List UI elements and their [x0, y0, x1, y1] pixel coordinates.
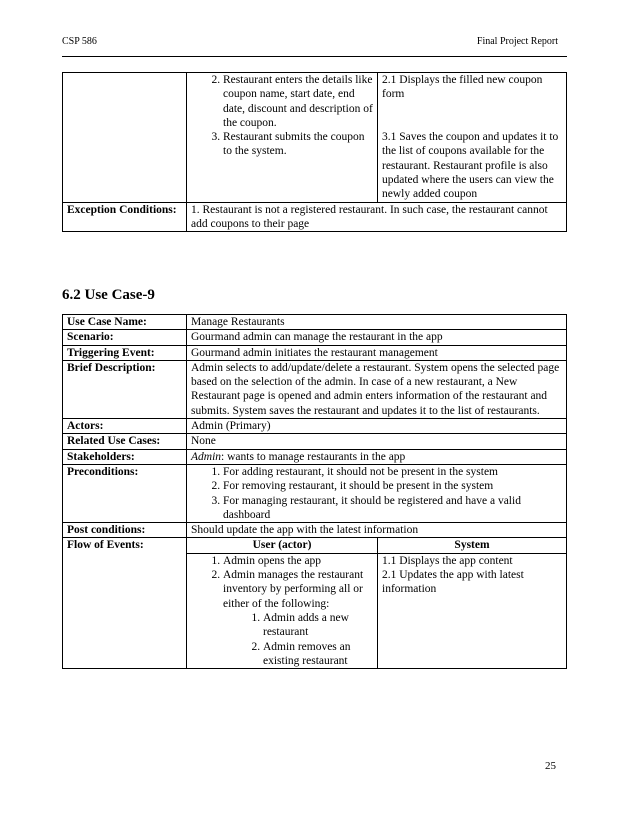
row-label: Actors: — [63, 419, 187, 434]
row-value — [187, 449, 567, 464]
row-label: Use Case Name: — [63, 315, 187, 330]
header-title: Final Project Report — [476, 36, 558, 47]
actor-steps-cell — [187, 73, 378, 203]
table-row — [63, 360, 567, 418]
table-row — [63, 523, 567, 538]
flow-header-row — [63, 538, 567, 553]
system-step: 1.1 Displays the app content — [382, 554, 513, 567]
actor-steps-list — [191, 554, 373, 668]
list-item: 3. For managing restaurant, it should be registered and have a valid dashboard — [223, 494, 562, 523]
table-row — [63, 464, 567, 522]
list-item: 3. Restaurant submits the coupon to the system. — [223, 130, 373, 159]
table-row — [63, 419, 567, 434]
page-number: 25 — [545, 760, 556, 772]
actor-steps-cell — [187, 553, 378, 668]
header-divider — [62, 56, 567, 57]
row-label: Flow of Events: — [63, 538, 187, 669]
row-label: Preconditions: — [63, 464, 187, 522]
row-label: Related Use Cases: — [63, 434, 187, 449]
list-item: 2. For removing restaurant, it should be present in the system — [223, 479, 562, 493]
use-case-table — [62, 314, 567, 669]
system-column-header: System — [378, 538, 567, 553]
table-row — [63, 434, 567, 449]
system-step: 2.1 Updates the app with latest information — [382, 569, 524, 596]
actor-steps-list — [191, 73, 373, 159]
list-item: 1. Admin adds a new restaurant — [263, 611, 373, 640]
system-step: 3.1 Saves the coupon and updates it to the list of coupons available for the restaurant. Restaurant profile is also updated where the users can view the newly added coupon — [382, 131, 559, 201]
system-step: 2.1 Displays the filled new coupon form — [382, 74, 543, 101]
stakeholder-role: Admin — [191, 450, 222, 463]
row-value: Manage Restaurants — [187, 315, 567, 330]
flow-row — [63, 73, 567, 203]
system-steps-cell — [378, 553, 567, 668]
row-label: Scenario: — [63, 330, 187, 345]
section-title: 6.2 Use Case-9 — [62, 287, 155, 303]
list-item: 2. Restaurant enters the details like coupon name, start date, end date, discount and description of the coupon. — [223, 73, 373, 130]
row-value: None — [187, 434, 567, 449]
row-label: Brief Description: — [63, 360, 187, 418]
row-label: Post conditions: — [63, 523, 187, 538]
table-row — [63, 345, 567, 360]
exception-row — [63, 202, 567, 232]
list-item: 1. Admin opens the app — [223, 554, 373, 568]
row-label: Stakeholders: — [63, 449, 187, 464]
row-value: Gourmand admin initiates the restaurant management — [187, 345, 567, 360]
table-row — [63, 315, 567, 330]
actor-column-header: User (actor) — [187, 538, 378, 553]
row-value: Gourmand admin can manage the restaurant in the app — [187, 330, 567, 345]
flow-label-cell — [63, 73, 187, 203]
actor-substeps-list — [223, 611, 373, 668]
row-label: Triggering Event: — [63, 345, 187, 360]
header-course: CSP 586 — [62, 36, 97, 47]
exception-label: Exception Conditions: — [63, 202, 187, 232]
list-item: 1. For adding restaurant, it should not be present in the system — [223, 465, 562, 479]
row-value: Should update the app with the latest information — [187, 523, 567, 538]
system-steps-cell — [378, 73, 567, 203]
row-value — [187, 464, 567, 522]
table-row — [63, 330, 567, 345]
row-value: Admin (Primary) — [187, 419, 567, 434]
stakeholder-interest: : wants to manage restaurants in the app — [221, 450, 406, 463]
table-row — [63, 449, 567, 464]
list-item: 2. Admin manages the restaurant inventory by performing all or either of the following: 1. Admin adds a new restaurant 2. Admin removes an existing restaurant — [223, 568, 373, 668]
list-item: 2. Admin removes an existing restaurant — [263, 640, 373, 669]
row-value: Admin selects to add/update/delete a restaurant. System opens the selected page based on the selection of the admin. In case of a new restaurant, a New Restaurant page is opened and admin enters information of the restaurant and submits. System saves the restaurant and updates it to the list of restaurants. — [187, 360, 567, 418]
preconditions-list — [191, 465, 562, 522]
continued-use-case-table — [62, 72, 567, 232]
exception-value: 1. Restaurant is not a registered restaurant. In such case, the restaurant cannot add coupons to their page — [187, 202, 567, 232]
